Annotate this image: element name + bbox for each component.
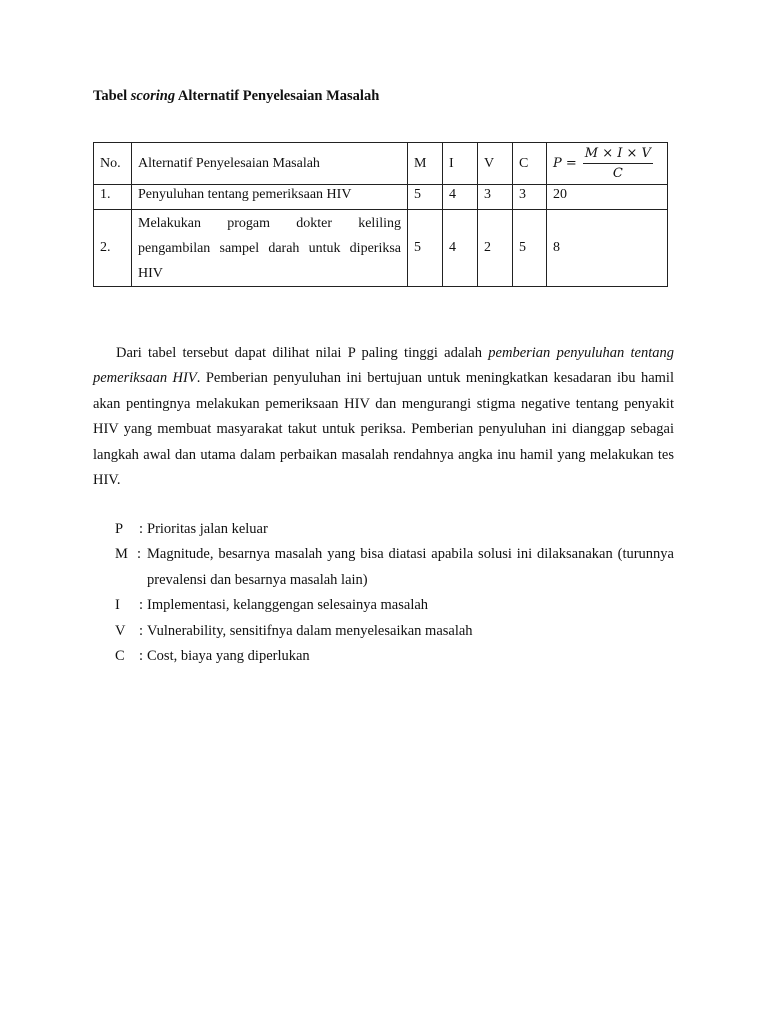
cell-c: 3 — [513, 185, 547, 210]
legend-key: V — [115, 622, 126, 639]
title-italic: scoring — [130, 88, 176, 104]
legend-colon: : — [137, 546, 142, 563]
cell-m: 5 — [408, 210, 443, 287]
cell-i: 4 — [443, 210, 478, 287]
legend-key: M — [115, 546, 128, 563]
legend-desc: Cost, biaya yang diperlukan — [147, 648, 310, 665]
legend-item — [115, 619, 674, 644]
cell-no: 1. — [94, 185, 132, 210]
cell-no: 2. — [94, 210, 132, 287]
title-suffix: Alternatif Penyelesaian Masalah — [177, 88, 380, 104]
legend-item — [115, 517, 674, 542]
cell-c: 5 — [513, 210, 547, 287]
header-no: No. — [94, 143, 132, 185]
legend-item — [115, 593, 674, 618]
legend-desc: Implementasi, kelanggengan selesainya masalah — [147, 597, 429, 614]
header-c: C — [513, 143, 547, 185]
table-row — [94, 210, 668, 287]
formula-fraction — [583, 146, 653, 181]
legend-colon: : — [139, 622, 144, 639]
body-paragraph — [93, 341, 674, 493]
p-formula — [553, 146, 661, 181]
cell-v: 3 — [478, 185, 513, 210]
formula-numerator: M × I × V — [583, 146, 653, 164]
cell-alternatif: Melakukan progam dokter keliling pengambilan sampel darah untuk diperiksa HIV — [132, 210, 408, 287]
formula-denominator: C — [612, 166, 623, 181]
cell-v: 2 — [478, 210, 513, 287]
formula-lhs: P = — [553, 156, 577, 171]
header-v: V — [478, 143, 513, 185]
header-p-formula — [547, 143, 668, 185]
cell-i: 4 — [443, 185, 478, 210]
table-title — [93, 88, 379, 105]
legend-colon: : — [139, 597, 144, 614]
legend-desc: Vulnerability, sensitifnya dalam menyelesaikan masalah — [147, 622, 473, 639]
paragraph-italic: pemberian penyuluhan tentang pemeriksaan HIV — [93, 345, 674, 387]
legend-desc: Magnitude, besarnya masalah yang bisa diatasi apabila solusi ini dilaksanakan (turunnya prevalensi dan besarnya masalah lain) — [147, 546, 674, 588]
title-prefix: Tabel — [93, 88, 128, 104]
header-m: M — [408, 143, 443, 185]
cell-alternatif: Penyuluhan tentang pemeriksaan HIV — [132, 185, 408, 210]
legend-item — [115, 542, 674, 593]
table-row — [94, 185, 668, 210]
cell-p: 20 — [547, 185, 668, 210]
legend-desc: Prioritas jalan keluar — [147, 521, 268, 537]
header-alternatif: Alternatif Penyelesaian Masalah — [132, 143, 408, 185]
cell-m: 5 — [408, 185, 443, 210]
legend-item — [115, 644, 674, 669]
legend-key: P — [115, 521, 124, 537]
paragraph-part2: . Pemberian penyuluhan ini bertujuan untuk meningkatkan kesadaran ibu hamil akan pentingnya melakukan pemeriksaan HIV dan mengurangi stigma negative tentang penyakit HIV yang membuat masyarakat takut untuk periksa. Pemberian penyuluhan ini dianggap sebagai langkah awal dan utama dalam perbaikan masalah rendahnya angka inu hamil yang melakukan tes HIV. — [93, 370, 674, 489]
legend-colon: : — [139, 521, 144, 537]
legend-key: C — [115, 648, 125, 665]
scoring-table — [93, 142, 668, 287]
legend-list — [115, 517, 674, 669]
table-header-row — [94, 143, 668, 185]
cell-p: 8 — [547, 210, 668, 287]
paragraph-part1: Dari tabel tersebut dapat dilihat nilai P paling tinggi adalah — [116, 345, 489, 361]
legend-key: I — [115, 597, 120, 614]
header-i: I — [443, 143, 478, 185]
legend-colon: : — [139, 648, 144, 665]
